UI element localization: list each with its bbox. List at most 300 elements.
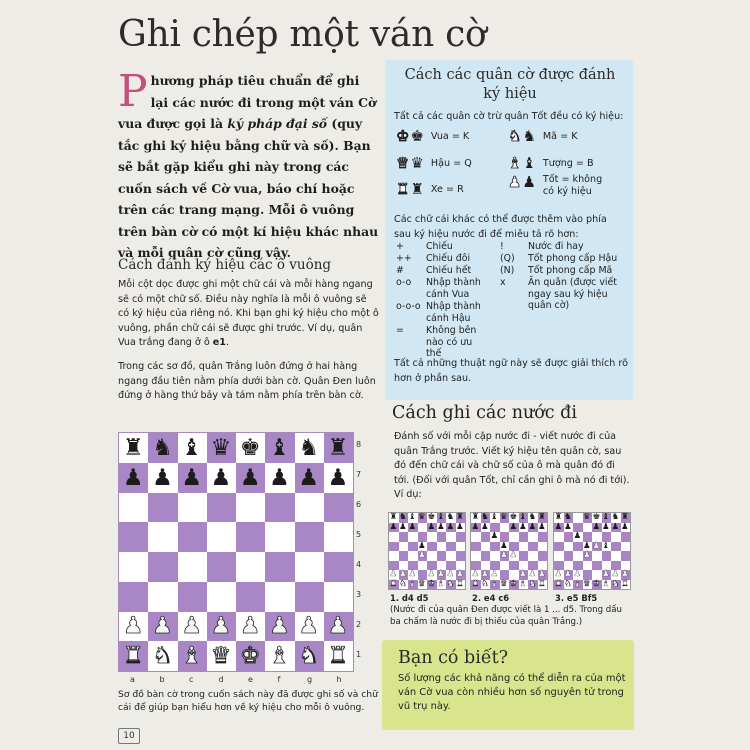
board-square	[621, 532, 631, 542]
black-pawn-icon: ♟	[518, 521, 527, 532]
board-square	[437, 551, 447, 561]
board-square	[509, 551, 519, 561]
black-pawn-icon: ♟	[181, 464, 202, 491]
white-king-icon: ♚	[239, 643, 261, 670]
white-pawn-icon: ♟	[582, 550, 591, 561]
symbol: #	[396, 265, 404, 276]
black-pawn-icon: ♟	[471, 521, 480, 532]
white-bishop-icon: ♝	[436, 578, 445, 589]
board-square	[119, 522, 148, 552]
board-square	[399, 532, 409, 542]
board-square	[528, 580, 538, 590]
board-square	[481, 580, 491, 590]
pawn-icon: ♟	[522, 173, 536, 191]
white-pawn-icon: ♟	[427, 569, 436, 580]
board-square	[236, 522, 265, 552]
black-pawn-icon: ♟	[398, 521, 407, 532]
did-you-know-title: Bạn có biết?	[398, 648, 509, 668]
black-pawn-icon: ♟	[436, 521, 445, 532]
piece-row-pawn	[508, 174, 607, 198]
board-square	[178, 433, 207, 463]
board-square	[295, 582, 324, 612]
black-pawn-icon: ♟	[582, 540, 591, 551]
example-caption-2: 2. e4 c6	[472, 593, 510, 603]
white-knight-icon: ♞	[528, 578, 537, 589]
board-square	[621, 542, 631, 552]
board-square	[500, 551, 510, 561]
black-pawn-icon: ♟	[620, 521, 629, 532]
board-square	[207, 612, 236, 642]
board-square	[324, 522, 353, 552]
black-knight-icon: ♞	[563, 512, 572, 523]
board-square	[236, 582, 265, 612]
symbol-row	[396, 325, 496, 360]
black-bishop-icon: ♝	[601, 540, 610, 551]
board-square	[295, 493, 324, 523]
board-square	[295, 641, 324, 671]
board-square	[418, 513, 428, 523]
black-rook-icon: ♜	[389, 512, 398, 523]
board-square	[148, 582, 177, 612]
white-pawn-icon: ♟	[480, 569, 489, 580]
white-pawn-icon: ♟	[471, 569, 480, 580]
board-square	[602, 523, 612, 533]
board-square	[509, 532, 519, 542]
black-bishop-icon: ♝	[408, 512, 417, 523]
black-pawn-icon: ♟	[455, 521, 464, 532]
board-caption: Sơ đồ bàn cờ trong cuốn sách này đã được ghi số và chữ cái để giúp bạn hiểu hơn về ký hiệu cho mỗi ô vuông.	[118, 689, 378, 713]
board-square	[538, 532, 548, 542]
notation-box-intro: Tất cả các quân cờ trừ quân Tốt đều có ký hiệu:	[394, 111, 624, 122]
board-square	[583, 580, 593, 590]
white-bishop-icon: ♝	[601, 578, 610, 589]
notation-box-title: Cách các quân cờ được đánh ký hiệu	[404, 67, 616, 102]
board-square	[446, 542, 456, 552]
board-square	[471, 542, 481, 552]
pawn-icon: ♟	[508, 173, 522, 191]
board-square	[611, 580, 621, 590]
black-pawn-icon: ♟	[480, 521, 489, 532]
piece-row-rook	[396, 181, 464, 197]
board-square	[602, 580, 612, 590]
board-square	[389, 551, 399, 561]
symbol-description: Chiếu hết	[426, 265, 472, 276]
board-square	[295, 463, 324, 493]
board-square	[265, 641, 294, 671]
did-you-know-text: Số lượng các khả năng có thể diễn ra của một ván Cờ vua còn nhiều hơn số nguyên tử trong vũ trụ này.	[398, 673, 626, 712]
black-pawn-icon: ♟	[509, 521, 518, 532]
white-bishop-icon: ♝	[408, 578, 417, 589]
board-square	[148, 433, 177, 463]
board-square	[573, 542, 583, 552]
piece-label: Tốt = không có ký hiệu	[542, 174, 603, 197]
file-label: e	[248, 675, 253, 684]
white-pawn-icon: ♟	[537, 569, 546, 580]
queen-icon: ♛	[396, 154, 410, 172]
symbol-row	[396, 241, 496, 253]
board-square	[399, 542, 409, 552]
black-pawn-icon: ♟	[446, 521, 455, 532]
white-bishop-icon: ♝	[269, 643, 290, 670]
white-rook-icon: ♜	[471, 578, 480, 589]
black-pawn-icon: ♟	[427, 521, 436, 532]
board-square	[418, 551, 428, 561]
board-square	[490, 551, 500, 561]
board-square	[236, 552, 265, 582]
board-square	[399, 580, 409, 590]
page-number: 10	[118, 728, 140, 744]
squares-para1-bold: e1	[212, 337, 226, 348]
board-square	[236, 433, 265, 463]
symbol-description: Nước đi hay	[528, 241, 584, 252]
black-pawn-icon: ♟	[298, 464, 319, 491]
black-pawn-icon: ♟	[592, 521, 601, 532]
board-square	[500, 561, 510, 571]
white-pawn-icon: ♟	[239, 613, 261, 640]
board-square	[490, 580, 500, 590]
board-square	[538, 580, 548, 590]
black-rook-icon: ♜	[122, 434, 144, 461]
board-square	[324, 433, 353, 463]
board-square	[265, 612, 294, 642]
board-square	[528, 551, 538, 561]
board-square	[408, 542, 418, 552]
board-square	[265, 433, 294, 463]
white-pawn-icon: ♟	[611, 569, 620, 580]
rank-label: 4	[356, 560, 362, 569]
board-square	[592, 542, 602, 552]
board-square	[418, 580, 428, 590]
example-board-1	[388, 512, 466, 590]
knight-icon: ♞	[522, 127, 536, 145]
board-square	[324, 612, 353, 642]
board-square	[519, 580, 529, 590]
symbol-row	[500, 265, 628, 277]
board-square	[481, 542, 491, 552]
board-square	[236, 463, 265, 493]
squares-heading: Cách đánh ký hiệu các ô vuông	[118, 257, 332, 273]
black-pawn-icon: ♟	[554, 521, 563, 532]
symbol: x	[500, 277, 506, 288]
black-rook-icon: ♜	[620, 512, 629, 523]
example-caption-1: 1. d4 d5	[390, 593, 429, 603]
white-pawn-icon: ♟	[298, 613, 319, 640]
board-square	[418, 523, 428, 533]
board-square	[481, 551, 491, 561]
example-board-2	[470, 512, 548, 590]
black-king-icon: ♚	[592, 512, 601, 523]
white-pawn-icon: ♟	[528, 569, 537, 580]
board-square	[592, 580, 602, 590]
white-pawn-icon: ♟	[269, 613, 290, 640]
board-square	[471, 580, 481, 590]
white-knight-icon: ♞	[563, 578, 572, 589]
white-rook-icon: ♜	[327, 643, 349, 670]
board-square	[564, 551, 574, 561]
board-square	[592, 561, 602, 571]
white-pawn-icon: ♟	[563, 569, 572, 580]
board-square	[437, 542, 447, 552]
board-square	[324, 493, 353, 523]
board-square	[119, 552, 148, 582]
black-bishop-icon: ♝	[518, 512, 527, 523]
symbol-description: Chiếu	[426, 241, 453, 252]
piece-row-queen	[396, 155, 472, 171]
file-label: g	[307, 675, 313, 684]
moves-heading: Cách ghi các nước đi	[392, 403, 577, 423]
board-square	[119, 641, 148, 671]
black-bishop-icon: ♝	[436, 512, 445, 523]
symbol-row	[500, 277, 628, 312]
black-knight-icon: ♞	[611, 512, 620, 523]
board-square	[538, 551, 548, 561]
board-square	[554, 551, 564, 561]
board-square	[446, 523, 456, 533]
black-pawn-icon: ♟	[122, 464, 144, 491]
white-bishop-icon: ♝	[181, 643, 202, 670]
white-bishop-icon: ♝	[490, 578, 499, 589]
white-bishop-icon: ♝	[573, 578, 582, 589]
white-rook-icon: ♜	[122, 643, 144, 670]
white-queen-icon: ♛	[499, 578, 508, 589]
black-pawn-icon: ♟	[563, 521, 572, 532]
rank-label: 2	[356, 620, 362, 629]
black-queen-icon: ♛	[499, 512, 508, 523]
black-queen-icon: ♛	[417, 512, 426, 523]
board-square	[471, 532, 481, 542]
black-pawn-icon: ♟	[537, 521, 546, 532]
black-pawn-icon: ♟	[210, 464, 232, 491]
rank-label: 8	[356, 440, 362, 449]
black-pawn-icon: ♟	[327, 464, 349, 491]
board-square	[509, 561, 519, 571]
board-square	[324, 463, 353, 493]
board-square	[621, 523, 631, 533]
board-square	[573, 580, 583, 590]
board-square	[456, 523, 466, 533]
board-square	[207, 433, 236, 463]
file-label: f	[277, 675, 281, 684]
intro-italic: ký pháp đại số	[227, 116, 328, 131]
white-king-icon: ♚	[509, 578, 518, 589]
symbol-description: Chiếu đôi	[426, 253, 471, 264]
white-bishop-icon: ♝	[518, 578, 527, 589]
black-bishop-icon: ♝	[269, 434, 290, 461]
piece-label: Mã = K	[542, 130, 578, 142]
white-pawn-icon: ♟	[210, 613, 232, 640]
black-king-icon: ♚	[427, 512, 436, 523]
page-title: Ghi chép một ván cờ	[118, 14, 487, 55]
black-pawn-icon: ♟	[239, 464, 261, 491]
black-pawn-icon: ♟	[417, 540, 426, 551]
rook-icon: ♜	[396, 180, 410, 198]
symbol: (Q)	[500, 253, 515, 264]
black-knight-icon: ♞	[398, 512, 407, 523]
board-square	[564, 580, 574, 590]
board-square	[207, 463, 236, 493]
board-square	[389, 580, 399, 590]
example-caption-3: 3. e5 Bf5	[555, 593, 598, 603]
piece-label: Tượng = B	[542, 157, 594, 169]
board-square	[583, 523, 593, 533]
board-square	[500, 580, 510, 590]
board-square	[446, 580, 456, 590]
black-king-icon: ♚	[509, 512, 518, 523]
board-square	[538, 523, 548, 533]
board-square	[490, 513, 500, 523]
board-square	[178, 493, 207, 523]
board-square	[119, 612, 148, 642]
knight-icon: ♞	[508, 127, 522, 145]
black-king-icon: ♚	[239, 434, 261, 461]
white-knight-icon: ♞	[446, 578, 455, 589]
board-square	[583, 513, 593, 523]
board-square	[265, 493, 294, 523]
board-square	[408, 580, 418, 590]
black-knight-icon: ♞	[298, 434, 319, 461]
board-square	[554, 523, 564, 533]
moves-paragraph: Đánh số với mỗi cặp nước đi - viết nước đi của quân Trắng trước. Viết ký hiệu tên quân cờ, sau đó đến chữ cái và chữ số của ô mà quân đó đi tới. (Đối với quân Tốt, chỉ cần ghi ô mà nó đi tới). Ví dụ:	[394, 431, 630, 500]
white-pawn-icon: ♟	[122, 613, 144, 640]
symbol-row	[396, 277, 496, 300]
white-knight-icon: ♞	[398, 578, 407, 589]
board-square	[602, 542, 612, 552]
white-pawn-icon: ♟	[455, 569, 464, 580]
piece-row-bishop	[508, 155, 594, 171]
white-pawn-icon: ♟	[446, 569, 455, 580]
board-square	[178, 582, 207, 612]
white-pawn-icon: ♟	[592, 540, 601, 551]
file-label: d	[218, 675, 224, 684]
board-square	[207, 552, 236, 582]
board-square	[446, 551, 456, 561]
white-knight-icon: ♞	[480, 578, 489, 589]
squares-paragraph-1	[118, 278, 380, 351]
white-queen-icon: ♛	[582, 578, 591, 589]
board-square	[573, 551, 583, 561]
symbol-description: Ăn quân (được viết ngay sau ký hiệu quân cờ)	[528, 277, 617, 311]
symbol: =	[396, 325, 404, 336]
symbol-row	[500, 253, 628, 265]
file-label: b	[159, 675, 165, 684]
squares-para1-text-b: .	[225, 337, 230, 348]
white-pawn-icon: ♟	[601, 569, 610, 580]
board-square	[564, 532, 574, 542]
squares-paragraph-2: Trong các sơ đồ, quân Trắng luôn đứng ở hai hàng ngang đầu tiên nằm phía dưới bàn cờ. Quân Đen luôn đứng ở hàng thứ bảy và tám nằm phía trên bàn cờ.	[118, 361, 376, 401]
board-square	[148, 522, 177, 552]
board-square	[324, 582, 353, 612]
white-rook-icon: ♜	[389, 578, 398, 589]
piece-label: Hậu = Q	[430, 157, 472, 169]
board-square	[265, 463, 294, 493]
board-square	[519, 551, 529, 561]
board-square	[265, 522, 294, 552]
board-square	[611, 532, 621, 542]
board-square	[611, 523, 621, 533]
board-square	[408, 523, 418, 533]
board-square	[295, 552, 324, 582]
board-square	[389, 542, 399, 552]
black-knight-icon: ♞	[446, 512, 455, 523]
board-square	[437, 523, 447, 533]
black-bishop-icon: ♝	[601, 512, 610, 523]
board-square	[621, 580, 631, 590]
board-square	[295, 433, 324, 463]
symbol: +	[396, 241, 404, 252]
black-bishop-icon: ♝	[181, 434, 202, 461]
board-square	[481, 532, 491, 542]
white-pawn-icon: ♟	[620, 569, 629, 580]
black-queen-icon: ♛	[582, 512, 591, 523]
rank-label: 7	[356, 470, 362, 479]
board-square	[564, 523, 574, 533]
rank-label: 5	[356, 530, 362, 539]
white-pawn-icon: ♟	[408, 569, 417, 580]
symbol-row	[500, 241, 628, 253]
white-pawn-icon: ♟	[181, 613, 202, 640]
board-square	[427, 580, 437, 590]
black-knight-icon: ♞	[480, 512, 489, 523]
white-pawn-icon: ♟	[327, 613, 349, 640]
board-square	[389, 523, 399, 533]
board-square	[265, 552, 294, 582]
white-pawn-icon: ♟	[389, 569, 398, 580]
board-square	[554, 542, 564, 552]
board-square	[583, 551, 593, 561]
white-pawn-icon: ♟	[490, 569, 499, 580]
piece-label: Xe = R	[430, 183, 464, 195]
white-pawn-icon: ♟	[509, 550, 518, 561]
squares-para1-text-a: Mỗi cột dọc được ghi một chữ cái và mỗi hàng ngang sẽ có một chữ số. Điều này nghĩa là mỗi ô vuông sẽ có ký hiệu của riêng nó. Khi bạn ghi ký hiệu cho một ô vuông, phần chữ cái sẽ được ghi trước. Ví dụ, quân Vua trắng đang ở ô	[118, 279, 379, 348]
board-square	[148, 612, 177, 642]
board-square	[611, 542, 621, 552]
king-icon: ♚	[410, 127, 424, 145]
board-square	[471, 551, 481, 561]
board-square	[621, 551, 631, 561]
symbol-description: Không bên nào có ưu thế	[426, 325, 477, 359]
white-rook-icon: ♜	[620, 578, 629, 589]
board-square	[519, 532, 529, 542]
board-square	[427, 542, 437, 552]
board-square	[408, 551, 418, 561]
board-square	[418, 561, 428, 571]
white-pawn-icon: ♟	[554, 569, 563, 580]
white-knight-icon: ♞	[298, 643, 319, 670]
board-square	[456, 542, 466, 552]
board-square	[295, 612, 324, 642]
board-square	[573, 513, 583, 523]
bishop-icon: ♝	[508, 154, 522, 172]
board-square	[324, 641, 353, 671]
board-square	[554, 532, 564, 542]
board-square	[236, 493, 265, 523]
black-pawn-icon: ♟	[573, 531, 582, 542]
white-pawn-icon: ♟	[152, 613, 173, 640]
board-square	[509, 523, 519, 533]
board-square	[178, 612, 207, 642]
board-square	[528, 532, 538, 542]
rank-label: 3	[356, 590, 362, 599]
black-pawn-icon: ♟	[152, 464, 173, 491]
white-pawn-icon: ♟	[518, 569, 527, 580]
black-pawn-icon: ♟	[499, 540, 508, 551]
board-square	[119, 463, 148, 493]
board-square	[236, 641, 265, 671]
black-pawn-icon: ♟	[490, 531, 499, 542]
intro-paragraph	[118, 66, 380, 264]
notation-extra-intro: Các chữ cái khác có thể được thêm vào phía sau ký hiệu nước đi để miêu tả rõ hơn:	[394, 214, 607, 240]
board-square	[207, 582, 236, 612]
